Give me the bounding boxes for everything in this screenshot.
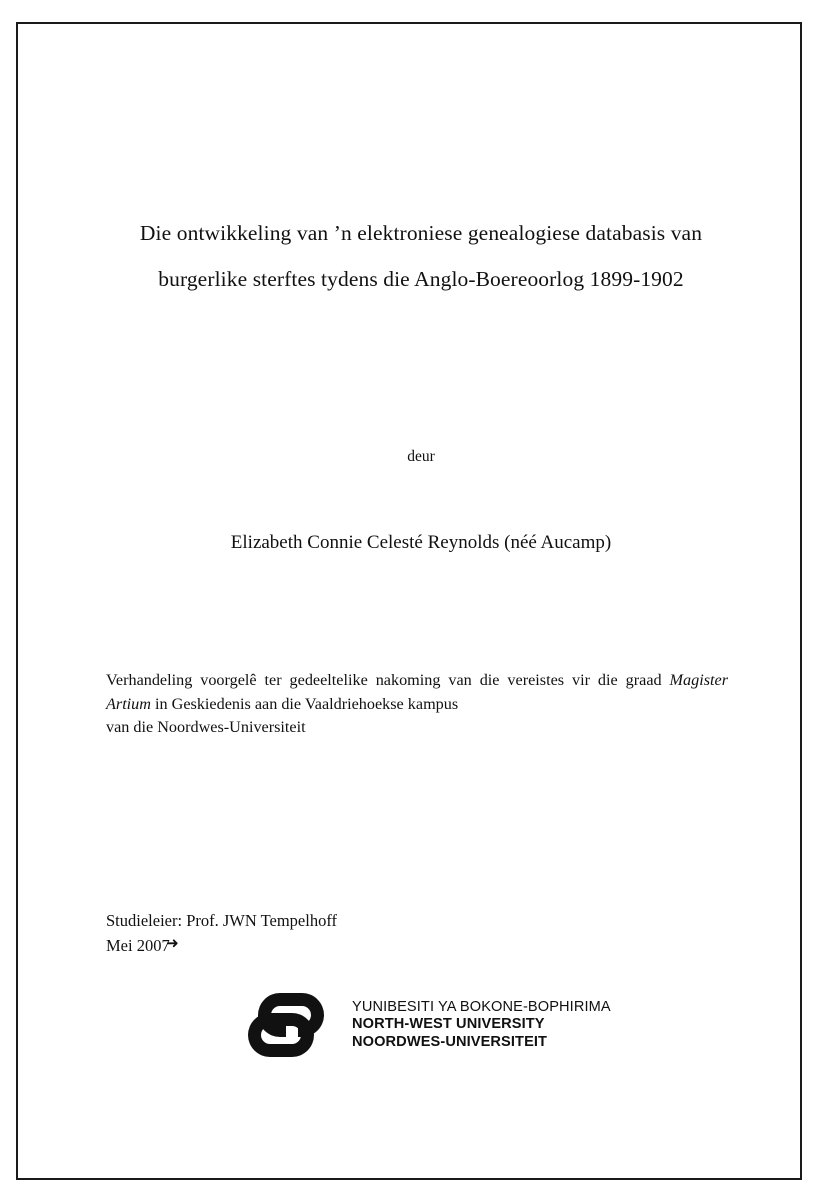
nwu-logo-icon	[246, 989, 344, 1061]
logo-text	[352, 999, 611, 1052]
logo-line-3: NOORDWES-UNIVERSITEIT	[352, 1033, 548, 1050]
page-border	[16, 22, 802, 1180]
supervisor-line: Studieleier: Prof. JWN Tempelhoff	[106, 911, 338, 930]
author-name: Elizabeth Connie Celesté Reynolds (néé Aucamp)	[230, 532, 612, 553]
degree-name: Magister Artium	[106, 671, 728, 713]
pen-mark-icon: ➜	[166, 936, 179, 952]
page-title	[106, 210, 736, 302]
university-logo	[246, 986, 666, 1064]
title-line-2: burgerlike sterftes tydens die Anglo-Boereoorlog 1899-1902	[158, 267, 684, 291]
statement-part-3: van die Noordwes-Universiteit	[106, 718, 306, 736]
date-line-wrap	[106, 933, 179, 958]
logo-line-1: YUNIBESITI YA BOKONE-BOPHIRIMA	[352, 998, 611, 1015]
by-label: deur	[407, 448, 435, 465]
title-line-1: Die ontwikkeling van ’n elektroniese genealogiese databasis van	[139, 221, 703, 245]
statement-part-2: in Geskiedenis aan die Vaaldriehoekse kampus	[150, 694, 459, 713]
page-content	[106, 24, 736, 1178]
supervisor-block	[106, 908, 736, 958]
degree-statement	[106, 669, 728, 740]
logo-line-2: NORTH-WEST UNIVERSITY	[352, 1016, 545, 1033]
degree-statement-paragraph	[106, 669, 728, 716]
statement-part-1: Verhandeling voorgelê ter gedeeltelike nakoming van die vereistes vir die graad	[106, 671, 670, 689]
date-line: Mei 2007	[106, 936, 170, 955]
